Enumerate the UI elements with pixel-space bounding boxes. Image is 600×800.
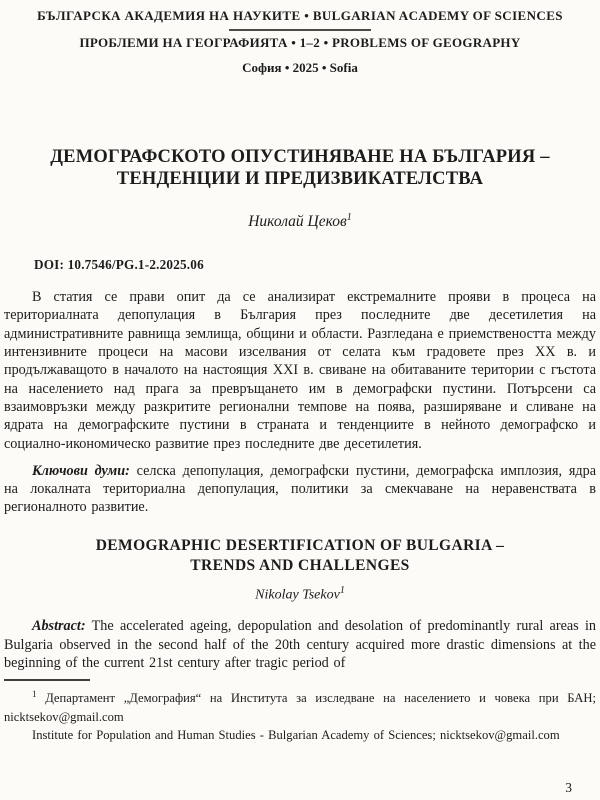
- keywords-text: селска депопулация, демографски пустини, демографска имплозия, ядра на локалната териториална депопулация, политики за смекчаване на неравенствата в регионалното развитие.: [4, 462, 596, 516]
- article-title-bg: [4, 146, 596, 190]
- footnote-english: Institute for Population and Human Studies - Bulgarian Academy of Sciences; nicktsekov@gmail.com: [32, 727, 560, 742]
- abstract-bulgarian: В статия се прави опит да се анализират екстремалните прояви в процеса на териториалната депопулация в България през последните две десетилетия на административните равнища землища, общини и области. Разгледана е приемствеността между интензивните процеси на масови изселвания от селата към градовете през XX в. и продължаващото в началото на настоящия XXI в. свиване на обитаваните територии с гъстота на населението над прага за превръщането им в демографски пустини. Потърсени са взаимовръзки между разкритите регионални темпове на поява, разширяване и сливане на ядрата на демографските пустини в страната и тенденциите в нейното демографско и социално-икономическо развитие през последните две десетилетия.: [4, 289, 596, 452]
- author-footnote-mark-en: 1: [339, 584, 345, 596]
- article-title-en-line2: TRENDS AND CHALLENGES: [190, 556, 410, 574]
- article-title-en: [4, 536, 596, 576]
- article-title-bg-line1: ДЕМОГРАФСКОТО ОПУСТИНЯВАНЕ НА БЪЛГАРИЯ –: [50, 147, 550, 167]
- doi: DOI: 10.7546/PG.1-2.2025.06: [34, 257, 204, 273]
- journal-place-year: София • 2025 • Sofia: [242, 60, 358, 75]
- article-title-bg-line2: ТЕНДЕНЦИИ И ПРЕДИЗВИКАТЕЛСТВА: [116, 169, 484, 189]
- keywords-label: Ключови думи:: [32, 462, 130, 479]
- footnote-bulgarian-text: Департамент „Демография“ на Института за изследване на населението и човека при БАН; nicktsekov@gmail.com: [4, 691, 597, 724]
- footnote-bulgarian: [4, 685, 596, 726]
- page-number: 3: [565, 780, 572, 795]
- abstract-english: [4, 617, 596, 672]
- author-name-bg-text: Николай Цеков: [248, 213, 347, 231]
- author-name-en-text: Nikolay Tsekov: [255, 587, 340, 603]
- abstract-english-text: The accelerated ageing, depopulation and desolation of predominantly rural areas in Bulgaria observed in the second half of the 20th century acquired more drastic dimensions at the beginning of the current 21st century after tragic period of: [4, 618, 597, 671]
- article-title-en-line1: DEMOGRAPHIC DESERTIFICATION OF BULGARIA –: [95, 536, 505, 554]
- author-name-en: [4, 585, 596, 604]
- footnote-mark: 1: [32, 689, 37, 700]
- abstract-label: Abstract:: [32, 618, 86, 635]
- academy-name: БЪЛГАРСКА АКАДЕМИЯ НА НАУКИТЕ • BULGARIAN ACADEMY OF SCIENCES: [37, 8, 563, 23]
- keywords-paragraph: [4, 462, 596, 517]
- footnote-divider: [4, 679, 90, 681]
- footnote-block: [4, 685, 596, 744]
- author-name-bg: [4, 212, 596, 231]
- journal-masthead: [4, 8, 596, 76]
- author-footnote-mark: 1: [346, 212, 352, 223]
- masthead-divider: [229, 29, 371, 31]
- journal-name-issue: ПРОБЛЕМИ НА ГЕОГРАФИЯТА • 1–2 • PROBLEMS OF GEOGRAPHY: [79, 35, 521, 50]
